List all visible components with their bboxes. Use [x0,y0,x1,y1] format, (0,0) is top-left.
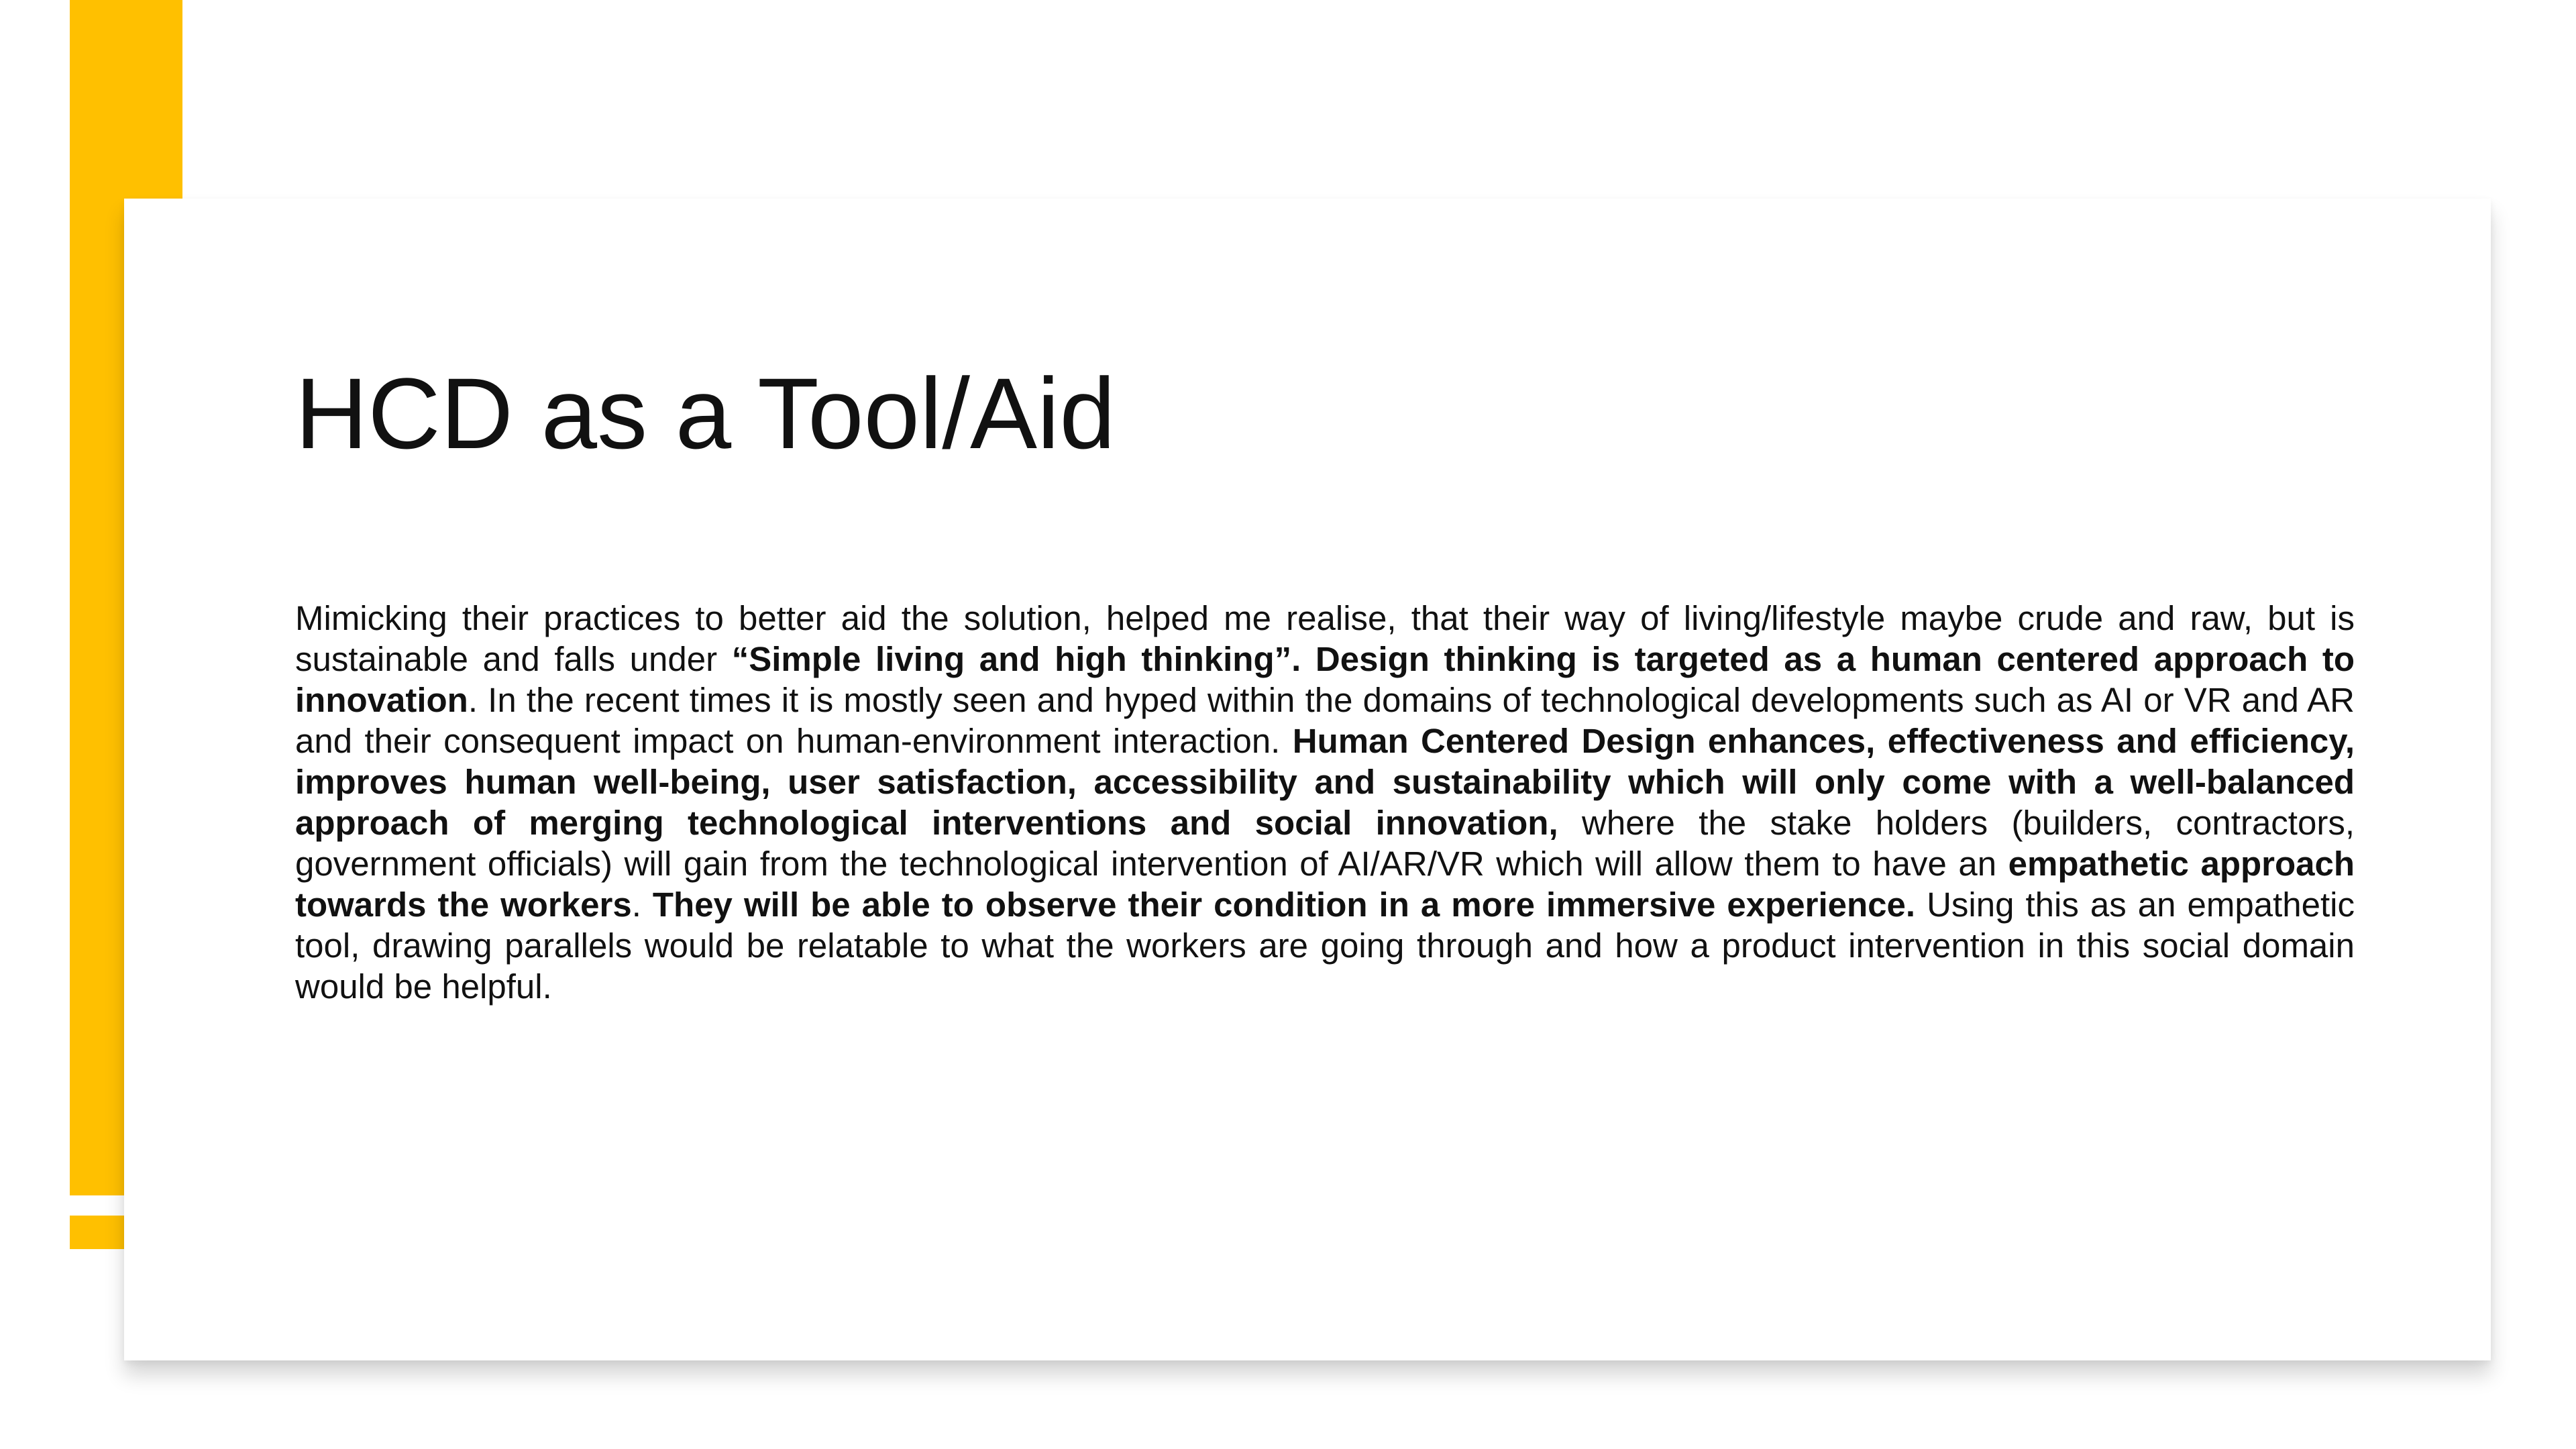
body-segment-bold: They will be able to observe their condition in a more immersive experience. [652,885,1916,924]
body-segment: where the stake holders (builders, contractors, government officials) will gain from the technological intervention of AI/AR/VR which will allow them to have an [295,804,2355,883]
body-segment-bold: Human Centered Design enhances, effectiveness and efficiency, improves human well-being, user satisfaction, accessibility and sustainability which will only come with a well-balanced approach of merging technological interventions and social innovation, [295,722,2355,842]
slide-title: HCD as a Tool/Aid [295,357,1116,470]
body-segment: Mimicking their practices to better aid the solution, helped me realise, that their way of living/lifestyle maybe crude and raw, but is sustainable and falls under [295,599,2355,678]
body-segment: Using this as an empathetic tool, drawing parallels would be relatable to what the workers are going through and how a product intervention in this social domain would be helpful. [295,885,2355,1006]
body-segment-bold: “Simple living and high thinking”. Design thinking is targeted as a human centered approach to innovation [295,640,2355,719]
body-segment-bold: empathetic approach towards the workers [295,845,2355,924]
body-segment: . In the recent times it is mostly seen and hyped within the domains of technological developments such as AI or VR and AR and their consequent impact on human-environment interaction. [295,681,2355,760]
accent-bar-small [70,1216,124,1249]
accent-bar-vertical [70,0,124,1195]
body-segment: . [631,885,653,924]
slide-card [124,199,2491,1360]
slide-body-text [295,598,2355,1007]
